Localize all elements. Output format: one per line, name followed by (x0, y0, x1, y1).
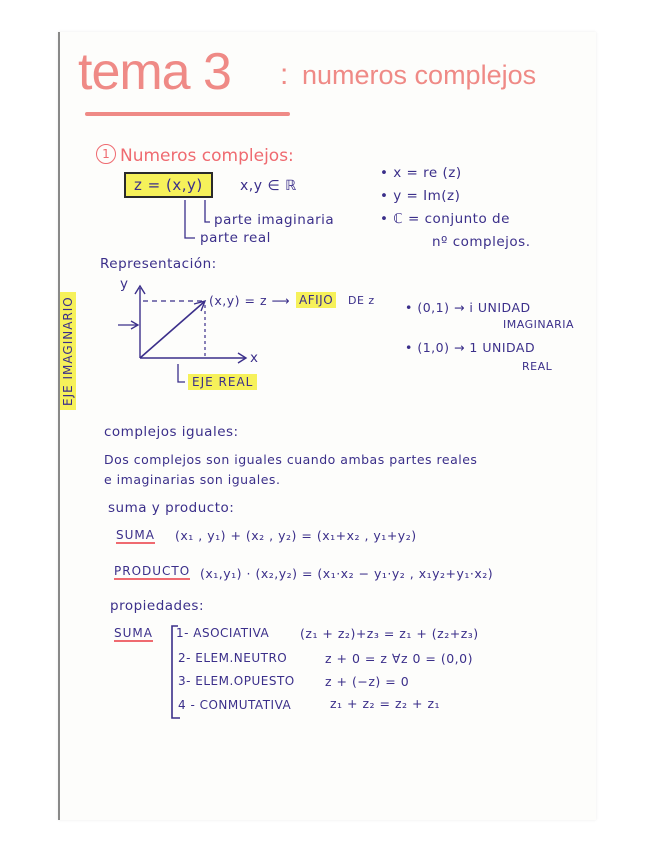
page-subtitle: numeros complejos (302, 60, 537, 90)
z-domain: x,y ∈ ℝ (240, 178, 297, 194)
representacion-label: Representación: (100, 256, 217, 272)
unidad-imaginaria-line1: • (0,1) → i UNIDAD (405, 300, 531, 315)
page-title: tema 3 (78, 43, 231, 101)
label-parte-imaginaria: parte imaginaria (214, 212, 335, 228)
afijo-highlight: AFIJO (296, 292, 336, 308)
producto-label: PRODUCTO (114, 564, 191, 578)
bullet-imag: • y = Im(z) (380, 188, 461, 204)
prop-1-formula: (z₁ + z₂)+z₃ = z₁ + (z₂+z₃) (300, 626, 479, 641)
producto-formula: (x₁,y₁) · (x₂,y₂) = (x₁·x₂ − y₁·y₂ , x₁y₂+y₁·x₂) (200, 566, 494, 581)
bullet-real: • x = re (z) (380, 165, 462, 181)
prop-4-name: 4 - CONMUTATIVA (178, 698, 292, 712)
suma-producto-title: suma y producto: (108, 500, 235, 516)
prop-2-name: 2- ELEM.NEUTRO (178, 651, 288, 665)
de-z-label: DE z (348, 294, 375, 307)
section-title: Numeros complejos: (120, 146, 294, 166)
eje-imaginario-label: EJE IMAGINARIO (60, 292, 76, 410)
prop-2-formula: z + 0 = z ∀z 0 = (0,0) (325, 651, 473, 666)
iguales-title: complejos iguales: (104, 424, 239, 440)
label-parte-real: parte real (200, 230, 271, 246)
point-label: (x,y) = z ⟶ (209, 293, 290, 308)
x-axis-label: x (250, 350, 259, 366)
iguales-line2: e imaginarias son iguales. (104, 472, 281, 487)
section-number: 1 (96, 144, 116, 164)
prop-3-name: 3- ELEM.OPUESTO (178, 674, 295, 688)
prop-4-formula: z₁ + z₂ = z₂ + z₁ (330, 696, 441, 711)
unidad-real-line1: • (1,0) → 1 UNIDAD (405, 340, 536, 355)
unidad-real-line2: REAL (522, 360, 553, 373)
suma-formula: (x₁ , y₁) + (x₂ , y₂) = (x₁+x₂ , y₁+y₂) (175, 528, 417, 543)
prop-3-formula: z + (−z) = 0 (325, 674, 410, 689)
y-axis-label: y (120, 276, 129, 292)
bullet-set-cont: nº complejos. (432, 234, 531, 250)
prop-1-name: 1- ASOCIATIVA (176, 626, 270, 640)
z-definition-box: z = (x,y) (124, 172, 213, 198)
suma-label: SUMA (116, 528, 155, 542)
bullet-set: • ℂ = conjunto de (380, 211, 510, 227)
eje-real-label: EJE REAL (188, 374, 257, 390)
iguales-line1: Dos complejos son iguales cuando ambas partes reales (104, 452, 478, 467)
propiedades-title: propiedades: (110, 598, 205, 614)
unidad-imaginaria-line2: IMAGINARIA (503, 318, 574, 331)
propiedades-suma-label: SUMA (114, 626, 153, 640)
title-colon: : (280, 58, 289, 91)
